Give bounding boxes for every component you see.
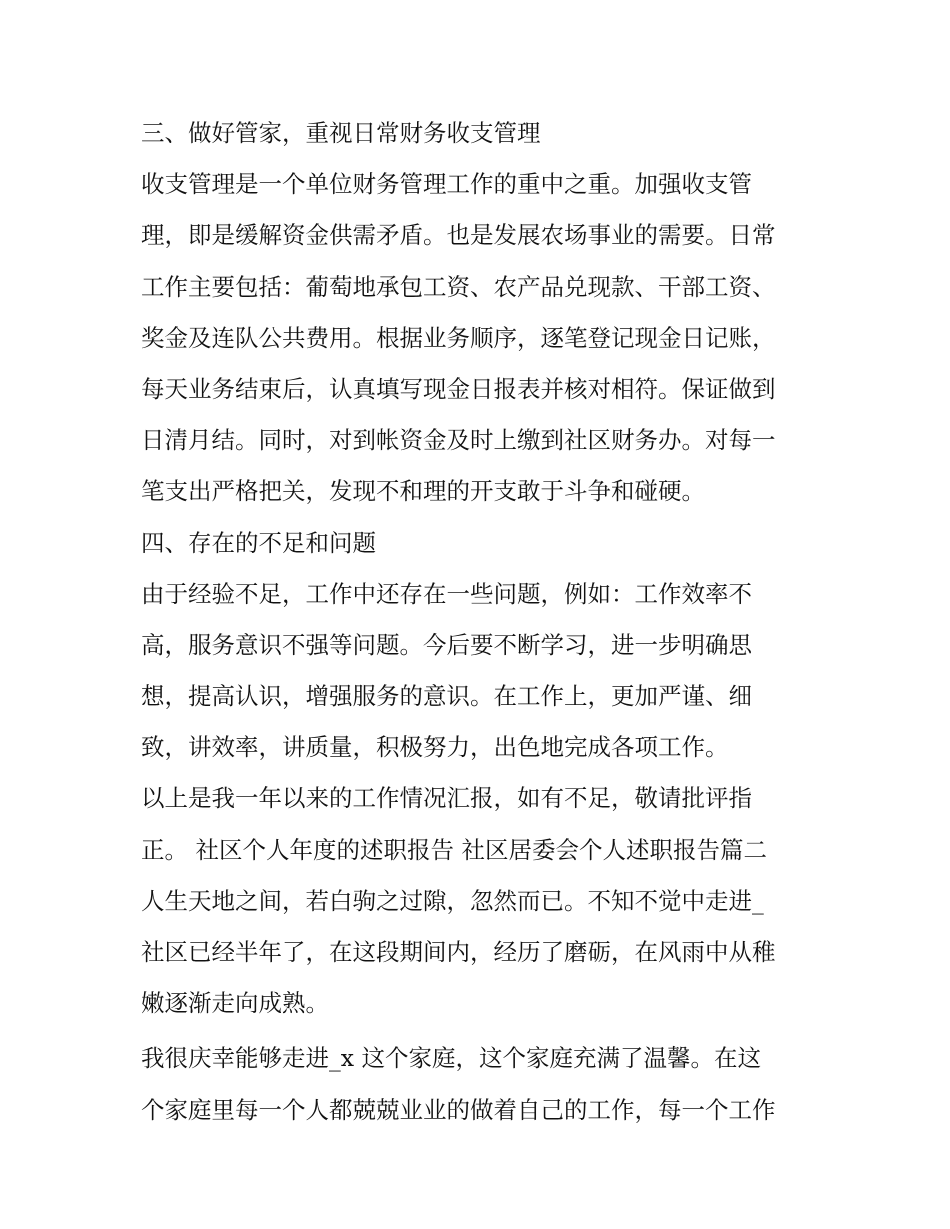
paragraph-line: 由于经验不足，工作中还存在一些问题，例如：工作效率不 <box>141 579 752 608</box>
paragraph-line: 个家庭里每一个人都兢兢业业的做着自己的工作，每一个工作 <box>141 1095 776 1124</box>
document-body <box>141 108 821 1136</box>
paragraph-line: 嫩逐渐走向成熟。 <box>141 989 329 1018</box>
paragraph-line: 高，服务意识不强等问题。今后要不断学习，进一步明确思 <box>141 630 752 659</box>
paragraph-line: 正。 社区个人年度的述职报告 社区居委会个人述职报告篇二 <box>141 835 767 864</box>
paragraph-line: 收支管理是一个单位财务管理工作的重中之重。加强收支管 <box>141 170 752 199</box>
paragraph-line: 笔支出严格把关，发现不和理的开支敢于斗争和碰硬。 <box>141 477 705 506</box>
paragraph-line: 人生天地之间，若白驹之过隙，忽然而已。不知不觉中走进_ <box>141 886 764 915</box>
paragraph-line: 理，即是缓解资金供需矛盾。也是发展农场事业的需要。日常 <box>141 221 776 250</box>
paragraph-line: 社区已经半年了，在这段期间内，经历了磨砺，在风雨中从稚 <box>141 938 776 966</box>
paragraph-line: 日清月结。同时，对到帐资金及时上缴到社区财务办。对每一 <box>141 426 776 455</box>
paragraph-line: 工作主要包括：葡萄地承包工资、农产品兑现款、干部工资、 <box>141 272 776 301</box>
paragraph-line: 以上是我一年以来的工作情况汇报，如有不足，敬请批评指 <box>141 784 752 813</box>
paragraph-line: 致，讲效率，讲质量，积极努力，出色地完成各项工作。 <box>141 733 729 762</box>
paragraph-line: 每天业务结束后，认真填写现金日报表并核对相符。保证做到 <box>141 374 776 403</box>
paragraph-line: 奖金及连队公共费用。根据业务顺序，逐笔登记现金日记账， <box>141 323 776 352</box>
section-heading-4: 四、存在的不足和问题 <box>141 528 376 557</box>
section-heading-3: 三、做好管家，重视日常财务收支管理 <box>141 119 541 147</box>
paragraph-line: 我很庆幸能够走进_x 这个家庭，这个家庭充满了温馨。在这 <box>141 1044 761 1073</box>
paragraph-line: 想，提高认识，增强服务的意识。在工作上，更加严谨、细 <box>141 682 752 711</box>
